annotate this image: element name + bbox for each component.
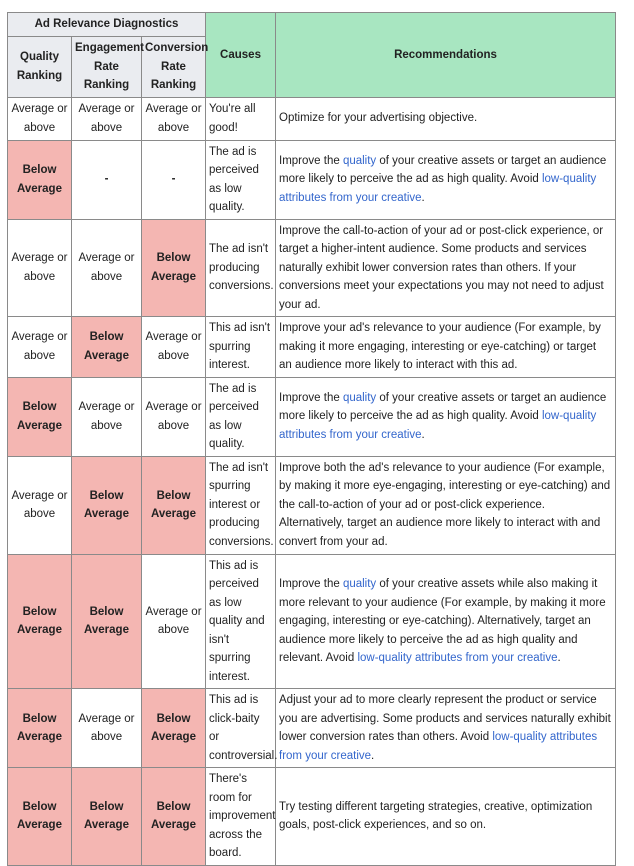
header-causes: Causes <box>206 13 276 98</box>
recommendation-cell <box>276 768 616 866</box>
low-quality-attributes-link[interactable]: low-quality attributes from your creative <box>279 173 597 204</box>
recommendation-cell <box>276 219 616 317</box>
engagement-rate-ranking-cell: Below Average <box>72 554 142 689</box>
header-recommendations: Recommendations <box>276 13 616 98</box>
cause-cell: The ad is perceived as low quality. <box>206 377 276 456</box>
cause-cell: This ad isn't spurring interest. <box>206 317 276 378</box>
conversion-rate-ranking-cell: Below Average <box>142 219 206 317</box>
conversion-rate-ranking-cell: Below Average <box>142 768 206 866</box>
conversion-rate-ranking-cell: Below Average <box>142 456 206 554</box>
diagnostics-table-wrapper <box>7 12 616 866</box>
quality-link[interactable]: quality <box>342 154 377 167</box>
recommendation-text: Improve the <box>279 154 343 167</box>
table-row <box>8 377 616 456</box>
low-quality-attributes-link[interactable]: low-quality attributes from your creative <box>357 652 558 664</box>
recommendation-text: of your creative assets or target an audience more likely to perceive the ad as high quality. Avoid <box>279 391 607 423</box>
table-row <box>8 97 616 140</box>
engagement-rate-ranking-cell: Average or above <box>72 219 142 317</box>
recommendation-cell <box>276 456 616 554</box>
cause-cell: The ad is perceived as low quality. <box>206 140 276 219</box>
quality-ranking-cell: Below Average <box>8 554 72 689</box>
table-row <box>8 219 616 317</box>
low-quality-attributes-link[interactable]: low-quality attributes from your creative <box>279 731 598 762</box>
header-quality-ranking: Quality Ranking <box>8 37 72 98</box>
engagement-rate-ranking-cell: Average or above <box>72 97 142 140</box>
header-engagement-rate-ranking: Engagement Rate Ranking <box>72 37 142 98</box>
recommendation-text: . <box>421 191 425 204</box>
table-row <box>8 317 616 378</box>
engagement-rate-ranking-cell: Below Average <box>72 768 142 866</box>
quality-ranking-cell: Below Average <box>8 140 72 219</box>
recommendation-cell <box>276 377 616 456</box>
conversion-rate-ranking-cell: Average or above <box>142 317 206 378</box>
recommendation-text: Improve your ad's relevance to your audience (For example, by making it more engaging, interesting or eye-catching) or target an audience more likely to interact with this ad. <box>279 322 601 371</box>
cause-cell: This ad is perceived as low quality and isn't spurring interest. <box>206 554 276 689</box>
cause-cell: The ad isn't producing conversions. <box>206 219 276 317</box>
recommendation-text: . <box>557 652 561 664</box>
recommendation-text: Improve the <box>279 578 343 590</box>
quality-ranking-cell: Average or above <box>8 97 72 140</box>
recommendation-cell <box>276 689 616 768</box>
conversion-rate-ranking-cell: Below Average <box>142 689 206 768</box>
engagement-rate-ranking-cell: Average or above <box>72 689 142 768</box>
recommendation-text: Improve both the ad's relevance to your audience (For example, by making it more eye-engaging, interesting or eye-catching) and the call-to-action of your ad or post-click experience. Alternatively, target an audience more likely to interact with and convert from your ad. <box>279 461 611 548</box>
recommendation-text: Try testing different targeting strategies, creative, optimization goals, post-click experiences, and so on. <box>279 800 593 832</box>
recommendation-text: . <box>371 749 375 762</box>
recommendation-cell <box>276 97 616 140</box>
engagement-rate-ranking-cell: Below Average <box>72 317 142 378</box>
cause-cell: This ad is click-baity or controversial. <box>206 689 276 768</box>
recommendation-text: Adjust your ad to more clearly represent the product or service you are advertising. Some products and services naturally exhibit lower conversion rates than others. Avoid <box>279 694 611 743</box>
cause-cell: The ad isn't spurring interest or producing conversions. <box>206 456 276 554</box>
quality-link[interactable]: quality <box>342 578 377 590</box>
recommendation-text: Improve the call-to-action of your ad or post-click experience, or target a higher-intent audience. Some products and services naturally exhibit lower conversion rates than others. If your conversions meet your expectations you may not need to adjust your ad. <box>279 224 604 311</box>
recommendation-text: Optimize for your advertising objective. <box>279 112 478 125</box>
header-ad-relevance-diagnostics: Ad Relevance Diagnostics <box>8 13 206 37</box>
recommendation-text: Improve the <box>279 391 343 404</box>
engagement-rate-ranking-cell: - <box>72 140 142 219</box>
recommendation-text: . <box>421 428 425 441</box>
header-conversion-rate-ranking: Conversion Rate Ranking <box>142 37 206 98</box>
quality-link[interactable]: quality <box>342 391 377 404</box>
quality-ranking-cell: Average or above <box>8 317 72 378</box>
recommendation-text: of your creative assets while also making it more relevant to your audience (For example, by making it more engaging, interesting or eye-catching). Alternatively, target an audience more likely to perceive the ad as high quality and relevant. Avoid <box>279 578 606 664</box>
engagement-rate-ranking-cell: Below Average <box>72 456 142 554</box>
recommendation-text: of your creative assets or target an audience more likely to perceive the ad as high quality. Avoid <box>279 154 607 186</box>
engagement-rate-ranking-cell: Average or above <box>72 377 142 456</box>
table-row <box>8 554 616 689</box>
table-row <box>8 689 616 768</box>
conversion-rate-ranking-cell: - <box>142 140 206 219</box>
quality-ranking-cell: Below Average <box>8 768 72 866</box>
conversion-rate-ranking-cell: Average or above <box>142 97 206 140</box>
ad-relevance-diagnostics-table <box>7 12 616 866</box>
quality-ranking-cell: Below Average <box>8 689 72 768</box>
quality-ranking-cell: Average or above <box>8 219 72 317</box>
conversion-rate-ranking-cell: Average or above <box>142 377 206 456</box>
recommendation-cell <box>276 317 616 378</box>
conversion-rate-ranking-cell: Average or above <box>142 554 206 689</box>
recommendation-cell <box>276 554 616 689</box>
quality-ranking-cell: Average or above <box>8 456 72 554</box>
recommendation-cell <box>276 140 616 219</box>
low-quality-attributes-link[interactable]: low-quality attributes from your creative <box>279 410 597 441</box>
table-row <box>8 140 616 219</box>
quality-ranking-cell: Below Average <box>8 377 72 456</box>
cause-cell: There's room for improvement across the board. <box>206 768 276 866</box>
cause-cell: You're all good! <box>206 97 276 140</box>
table-row <box>8 456 616 554</box>
table-row <box>8 768 616 866</box>
